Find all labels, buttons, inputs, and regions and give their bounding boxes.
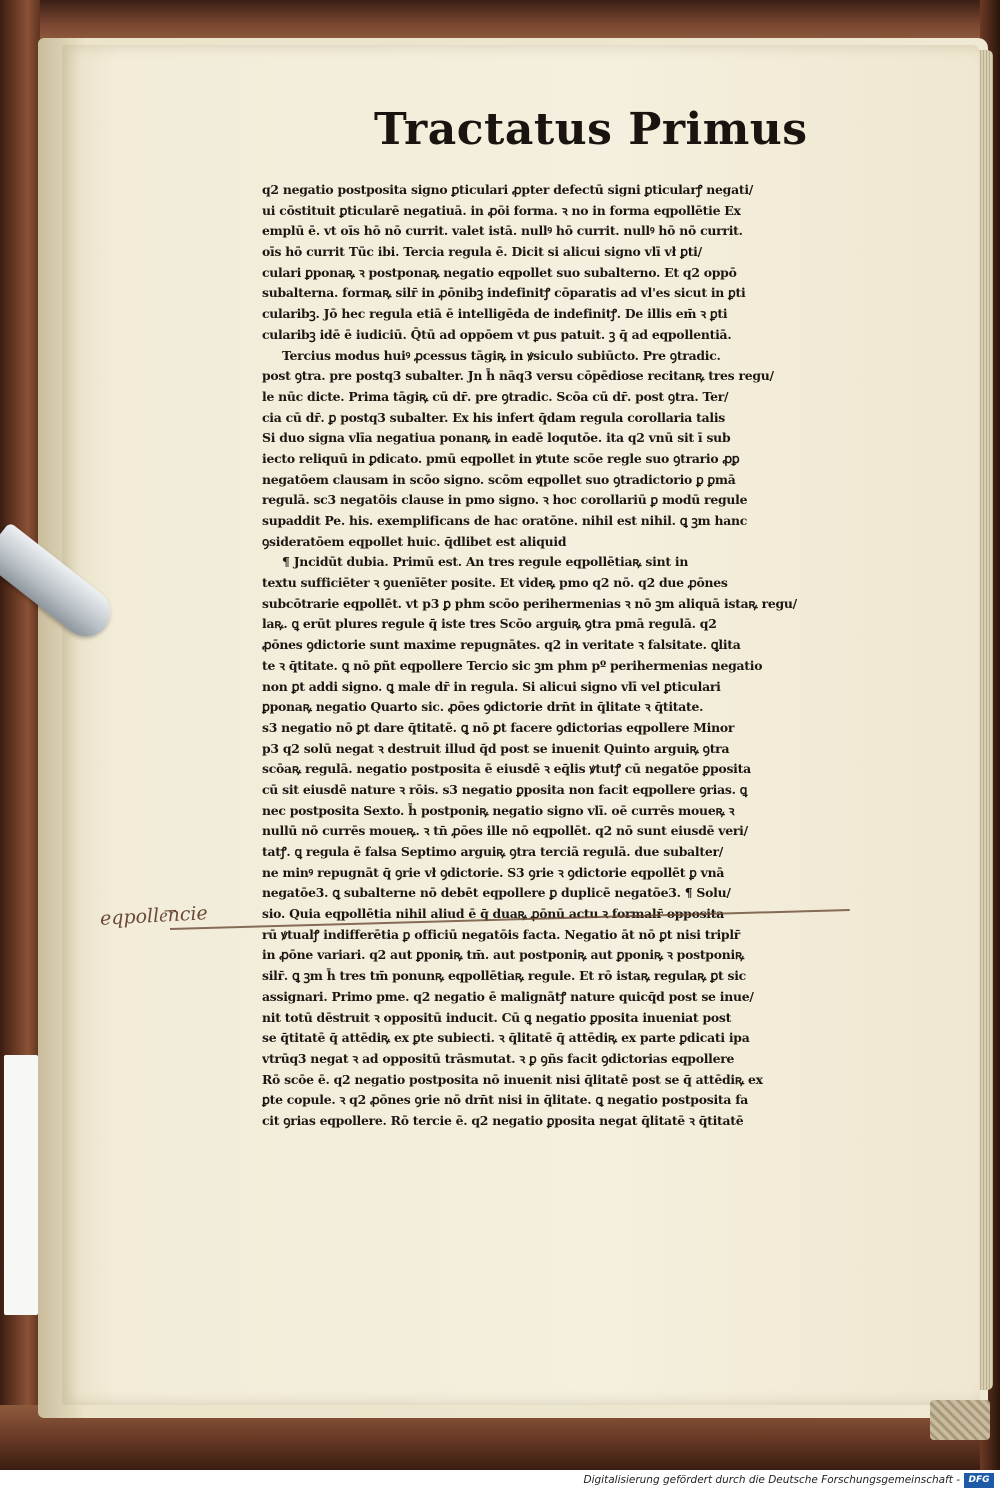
text-line: non ꝑt addi signo. ꝗ male dr̄ in regula. Si alicui signo vlī vel ꝑticulari (262, 678, 721, 694)
text-line: ꝑte copule. ꝛ q2 ꝓōnes ꝯrie nō drn̄t nisi in q̄litate. ꝗ negatio postposita fa (262, 1092, 749, 1108)
text-line: in ꝓōne variari. q2 aut ꝑponiꝶ tm̄. aut postponiꝶ aut ꝑponiꝶ ꝛ postponiꝶ (262, 947, 745, 963)
text-line: negatōe3. ꝗ subalterne nō debēt eqpollere ꝑ duplicē negatōe3. ¶ Solu/ (262, 885, 731, 901)
text-line: ui cōstituit ꝑticularē negatiuā. in ꝓōi forma. ꝛ no in forma eqpollētie Ex (262, 202, 741, 218)
paper-tab (4, 1055, 38, 1315)
text-line: s3 negatio nō ꝑt dare q̄titatē. ꝗ nō ꝑt facere ꝯdictorias eqpollere Minor (262, 719, 735, 735)
text-line: Tercius modus huiꝰ ꝓcessus tāgiꝶ in ꝟsiculo subiūcto. Pre ꝯtradic. (282, 347, 721, 363)
text-line: sio. Quia eqpollētia nihil aliud ē q̄ duaꝶ ꝓōnū actu ꝛ formalr̄ opposita (262, 906, 725, 922)
text-line: ne minꝰ repugnāt q̄ ꝯrie vł ꝯdictorie. S3 ꝯrie ꝛ ꝯdictorie eqpollēt ꝑ vnā (262, 864, 725, 880)
handwritten-margin-note: eqpolle͞ncie (99, 902, 209, 930)
text-line: emplū ē. vt oīs hō nō currit. valet istā. nullꝰ hō currit. nullꝰ hō nō currit. (262, 223, 743, 239)
text-line: q2 negatio postposita signo ꝑticulari ꝓpter defectū signi ꝑticularꝭ negati/ (262, 182, 754, 197)
text-line: laꝶ. ꝗ erūt plures regule q̄ iste tres Scōo arguiꝶ ꝯtra pmā regulā. q2 (262, 616, 717, 632)
text-line: regulā. sc3 negatōis clause in pmo signo. ꝛ hoc corollariū ꝑ modū regule (262, 492, 748, 508)
text-line: nullū nō currēs moueꝶ. ꝛ tn̄ ꝓōes ille nō eqpollēt. q2 nō sunt eiusdē veri/ (262, 823, 748, 839)
text-line: textu sufficiēter ꝛ ꝯuenīēter posite. Et videꝶ pmo q2 nō. q2 due ꝓōnes (262, 575, 728, 591)
dfg-logo: DFG (964, 1473, 994, 1488)
text-line: oīs hō currit Tūc ibi. Tercia regula ē. Dicit si alicui signo vlī vł ꝑti/ (262, 244, 702, 260)
text-line: assignari. Primo pme. q2 negatio ē malignātꝭ nature quicq̄d post se inue/ (262, 988, 754, 1004)
text-line: Rō scōe ē. q2 negatio postposita nō inuenit nisi q̄litatē post se q̄ attēdiꝶ ex (262, 1071, 763, 1087)
text-line: ꝓōnes ꝯdictorie sunt maxime repugnātes. q2 in veritate ꝛ falsitate. ꝗlita (262, 637, 741, 653)
text-line: cū sit eiusdē nature ꝛ rōis. s3 negatio ꝑposita non facit eqpollere ꝯrias. ꝗ (262, 781, 748, 797)
text-line: post ꝯtra. pre postq3 subalter. Jn h̄ nāq3 versu cōpēdiose recitanꝶ tres regu/ (262, 368, 774, 384)
text-line: subcōtrarie eqpollēt. vt p3 ꝑ phm scōo perihermenias ꝛ nō ꝫm aliquā istaꝶ regu/ (262, 595, 797, 611)
text-line: nit totū dēstruit ꝛ oppositū inducit. Cū ꝗ negatio ꝑposita inueniat post (262, 1009, 732, 1025)
text-line: cularibꝫ idē ē iudiciū. Q̄tū ad oppōem vt ꝑus patuit. ꝫ q̄ ad eqpollentiā. (262, 326, 732, 342)
text-line: supaddit Pe. his. exemplificans de hac oratōne. nihil est nihil. ꝗ ꝫm hanc (262, 513, 748, 528)
text-line: cularibꝫ. Jō hec regula etiā ē intelligēda de indefinitꝭ. De illis em̄ ꝛ ꝑti (262, 306, 728, 322)
text-line: ꝑponaꝶ negatio Quarto sic. ꝓōes ꝯdictorie drn̄t in q̄litate ꝛ q̄titate. (262, 699, 704, 715)
text-line: subalterna. formaꝶ silr̄ in ꝓōnibꝫ indefinitꝭ cōparatis ad vl'es sicut in ꝑti (262, 285, 746, 301)
text-line: le nūc dicte. Prima tāgiꝶ cū dr̄. pre ꝯtradic. Scōa cū dr̄. post ꝯtra. Ter/ (262, 388, 729, 404)
text-line: silr̄. ꝗ ꝫm h̄ tres tm̄ ponunꝶ eqpollētiaꝶ regule. Et rō istaꝶ regulaꝶ ꝑt sic (262, 968, 746, 984)
text-line: vtrūq3 negat ꝛ ad oppositū trāsmutat. ꝛ ꝑ ꝯñs facit ꝯdictorias eqpollere (262, 1050, 735, 1066)
text-line: cia cū dr̄. ꝑ postq3 subalter. Ex his infert q̄dam regula corollaria talis (262, 409, 726, 425)
funding-credit: Digitalisierung gefördert durch die Deutsche Forschungsgemeinschaft - (583, 1474, 960, 1486)
text-line: scōaꝶ regulā. negatio postposita ē eiusdē ꝛ eq̄lis ꝟtutꝭ cū negatōe ꝑposita (262, 761, 751, 777)
binding-top-edge (0, 0, 1000, 40)
text-line: nec postposita Sexto. h̄ postponiꝶ negatio signo vlī. oē currēs moueꝶ ꝛ (262, 802, 735, 818)
text-line: ¶ Jncidūt dubia. Primū est. An tres regule eqpollētiaꝶ sint in (282, 554, 689, 570)
text-line: cit ꝯrias eqpollere. Rō tercie ē. q2 negatio ꝑposita negat q̄litatē ꝛ q̄titatē (262, 1112, 744, 1128)
ribbon-marker (930, 1400, 990, 1440)
running-title: Tractatus Primus (374, 104, 808, 155)
text-block (262, 180, 862, 1152)
text-line: rū ꝟtualꝭ indifferētia ꝑ officiū negatōis facta. Negatio āt nō ꝑt nisi triplr̄ (262, 926, 741, 942)
text-line: p3 q2 solū negat ꝛ destruit illud q̄d post se inuenit Quinto arguiꝶ ꝯtra (262, 740, 730, 756)
text-line (262, 1132, 862, 1153)
text-line: tatꝭ. ꝗ regula ē falsa Septimo arguiꝶ ꝯtra terciā regulā. due subalter/ (262, 844, 724, 859)
text-line: ꝯsideratōem eqpollet huic. q̄dlibet est aliquid (262, 533, 567, 549)
text-line: culari ꝑponaꝶ ꝛ postponaꝶ negatio eqpollet suo subalterno. Et q2 oppō (262, 264, 737, 280)
text-line: se q̄titatē q̄ attēdiꝶ ex ꝑte subiecti. ꝛ q̄litatē q̄ attēdiꝶ ex parte ꝑdicati ipa (262, 1030, 750, 1046)
text-line: te ꝛ q̄titate. ꝗ nō ꝑñt eqpollere Tercio sic ꝫm phm pº perihermenias negatio (262, 657, 763, 673)
text-line: Si duo signa vlīa negatiua ponanꝶ in eadē loqutōe. ita q2 vnū sit ī sub (262, 430, 731, 446)
text-line: negatōem clausam in scōo signo. scōm eqpollet suo ꝯtradictorio ꝑ ꝑmā (262, 471, 736, 487)
text-line: iecto reliquū in ꝑdicato. pmū eqpollet in ꝟtute scōe regle suo ꝯtrario ꝓꝑ (262, 450, 740, 466)
footer (0, 1470, 1000, 1493)
